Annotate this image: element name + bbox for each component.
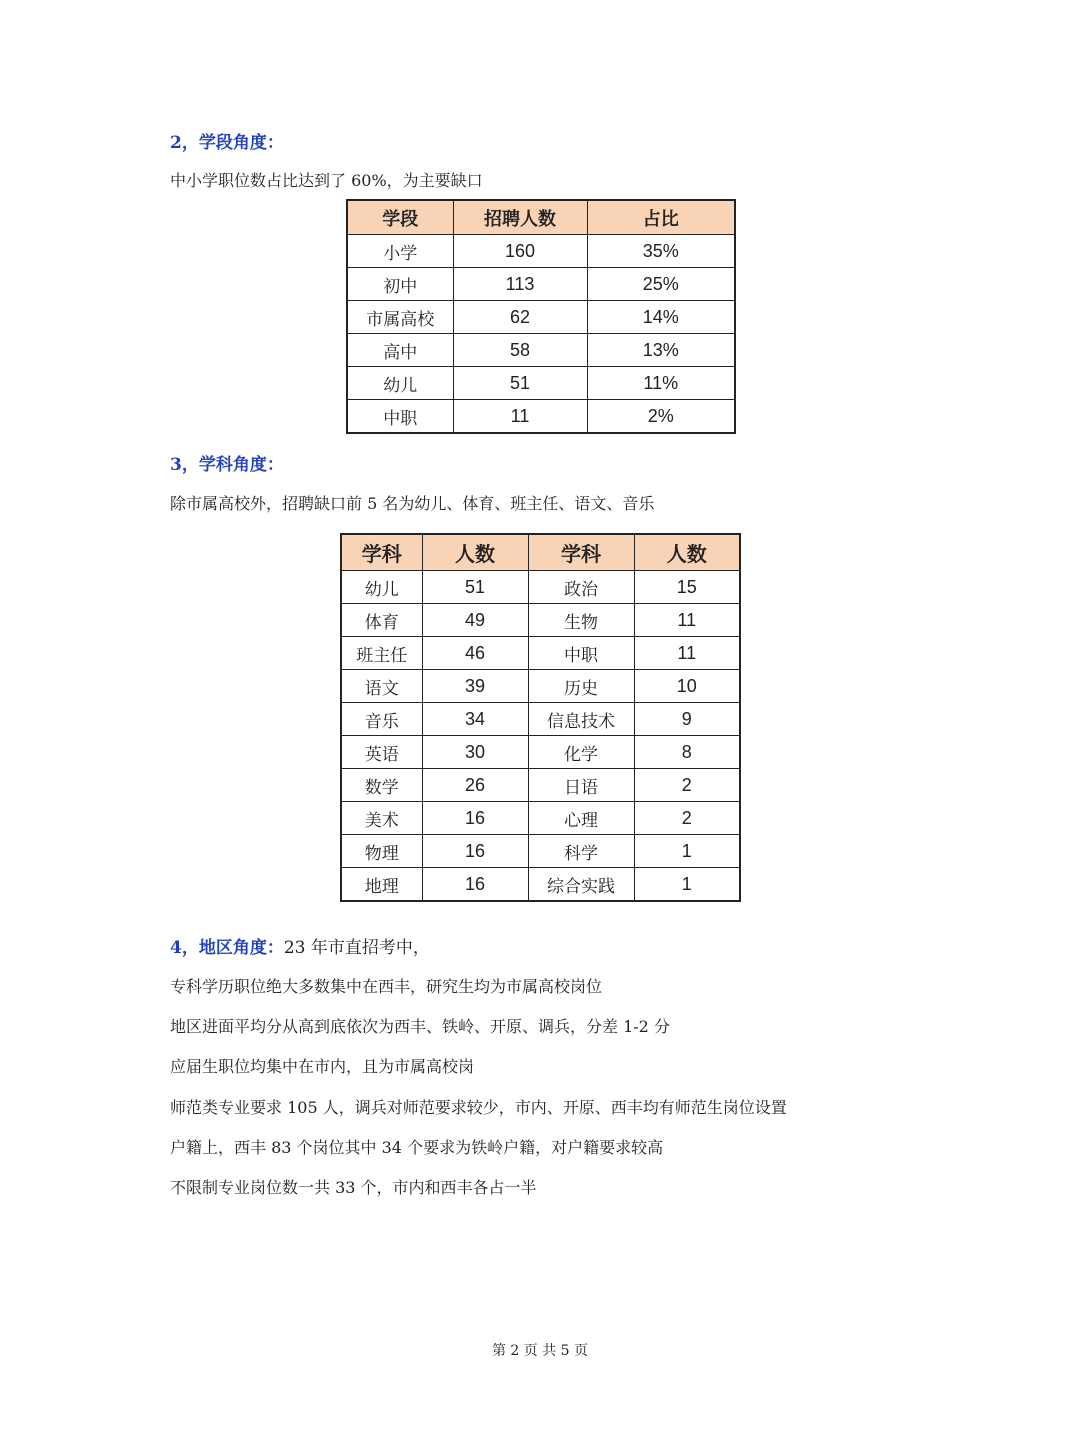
subject-cell: 信息技术 — [528, 703, 634, 736]
table-row — [347, 268, 735, 301]
paragraph-line: 应届生职位均集中在市内，且为市属高校岗 — [170, 1057, 475, 1076]
count-cell: 34 — [422, 703, 528, 736]
subject-cell: 科学 — [528, 835, 634, 868]
table-row — [341, 670, 740, 703]
table-row — [347, 334, 735, 367]
share-cell: 13% — [587, 334, 735, 367]
subject-cell: 英语 — [341, 736, 422, 769]
table-row — [341, 868, 740, 902]
column-header: 学科 — [341, 534, 422, 571]
count-cell: 160 — [453, 235, 587, 268]
subject-cell: 日语 — [528, 769, 634, 802]
subject-cell: 美术 — [341, 802, 422, 835]
subject-cell: 幼儿 — [341, 571, 422, 604]
stage-cell: 小学 — [347, 235, 453, 268]
column-header: 学段 — [347, 200, 453, 235]
paragraph-line: 专科学历职位绝大多数集中在西丰，研究生均为市属高校岗位 — [170, 977, 603, 996]
table-row — [341, 835, 740, 868]
subject-cell: 化学 — [528, 736, 634, 769]
stage-cell: 高中 — [347, 334, 453, 367]
section-3-heading: 3，学科角度： — [170, 455, 284, 475]
table-row — [341, 769, 740, 802]
subject-cell: 政治 — [528, 571, 634, 604]
stage-cell: 幼儿 — [347, 367, 453, 400]
section-4-intro: 23 年市直招考中， — [283, 938, 430, 958]
subject-cell: 语文 — [341, 670, 422, 703]
column-header: 招聘人数 — [453, 200, 587, 235]
subject-cell: 班主任 — [341, 637, 422, 670]
subject-cell: 综合实践 — [528, 868, 634, 902]
count-cell: 51 — [422, 571, 528, 604]
count-cell: 1 — [634, 835, 740, 868]
subject-cell: 中职 — [528, 637, 634, 670]
subject-cell: 生物 — [528, 604, 634, 637]
count-cell: 16 — [422, 835, 528, 868]
count-cell: 46 — [422, 637, 528, 670]
table-row — [341, 604, 740, 637]
table-row — [341, 637, 740, 670]
count-cell: 49 — [422, 604, 528, 637]
share-cell: 25% — [587, 268, 735, 301]
count-cell: 16 — [422, 802, 528, 835]
count-cell: 30 — [422, 736, 528, 769]
count-cell: 9 — [634, 703, 740, 736]
table-row — [341, 736, 740, 769]
subject-table — [340, 533, 741, 902]
table-row — [341, 571, 740, 604]
stage-cell: 市属高校 — [347, 301, 453, 334]
share-cell: 35% — [587, 235, 735, 268]
subject-cell: 音乐 — [341, 703, 422, 736]
subject-cell: 体育 — [341, 604, 422, 637]
section-2-note: 中小学职位数占比达到了 60%，为主要缺口 — [170, 171, 483, 190]
column-header: 学科 — [528, 534, 634, 571]
count-cell: 62 — [453, 301, 587, 334]
table-header-row — [341, 534, 740, 571]
subject-cell: 历史 — [528, 670, 634, 703]
stage-table — [346, 199, 736, 434]
section-4-heading — [170, 933, 430, 958]
count-cell: 8 — [634, 736, 740, 769]
stage-cell: 初中 — [347, 268, 453, 301]
paragraph-line: 不限制专业岗位数一共 33 个，市内和西丰各占一半 — [170, 1178, 537, 1197]
count-cell: 11 — [453, 400, 587, 434]
column-header: 占比 — [587, 200, 735, 235]
paragraph-line: 地区进面平均分从高到底依次为西丰、铁岭、开原、调兵，分差 1-2 分 — [170, 1017, 670, 1036]
subject-cell: 数学 — [341, 769, 422, 802]
count-cell: 39 — [422, 670, 528, 703]
stage-cell: 中职 — [347, 400, 453, 434]
count-cell: 10 — [634, 670, 740, 703]
count-cell: 11 — [634, 604, 740, 637]
share-cell: 11% — [587, 367, 735, 400]
table-row — [347, 400, 735, 434]
count-cell: 1 — [634, 868, 740, 902]
page-number: 第 2 页 共 5 页 — [491, 1343, 589, 1359]
table-row — [341, 703, 740, 736]
column-header: 人数 — [422, 534, 528, 571]
count-cell: 113 — [453, 268, 587, 301]
table-header-row — [347, 200, 735, 235]
count-cell: 2 — [634, 802, 740, 835]
column-header: 人数 — [634, 534, 740, 571]
paragraph-line: 户籍上，西丰 83 个岗位其中 34 个要求为铁岭户籍，对户籍要求较高 — [170, 1138, 664, 1157]
table-row — [347, 235, 735, 268]
section-3-note: 除市属高校外，招聘缺口前 5 名为幼儿、体育、班主任、语文、音乐 — [170, 494, 655, 513]
count-cell: 11 — [634, 637, 740, 670]
subject-cell: 心理 — [528, 802, 634, 835]
subject-cell: 物理 — [341, 835, 422, 868]
share-cell: 2% — [587, 400, 735, 434]
count-cell: 26 — [422, 769, 528, 802]
share-cell: 14% — [587, 301, 735, 334]
section-2-heading: 2，学段角度： — [170, 133, 284, 153]
paragraph-line: 师范类专业要求 105 人，调兵对师范要求较少，市内、开原、西丰均有师范生岗位设置 — [170, 1098, 787, 1117]
table-row — [341, 802, 740, 835]
section-4-title: 4，地区角度： — [170, 938, 284, 958]
count-cell: 58 — [453, 334, 587, 367]
count-cell: 15 — [634, 571, 740, 604]
count-cell: 2 — [634, 769, 740, 802]
subject-cell: 地理 — [341, 868, 422, 902]
table-row — [347, 367, 735, 400]
table-row — [347, 301, 735, 334]
count-cell: 16 — [422, 868, 528, 902]
count-cell: 51 — [453, 367, 587, 400]
